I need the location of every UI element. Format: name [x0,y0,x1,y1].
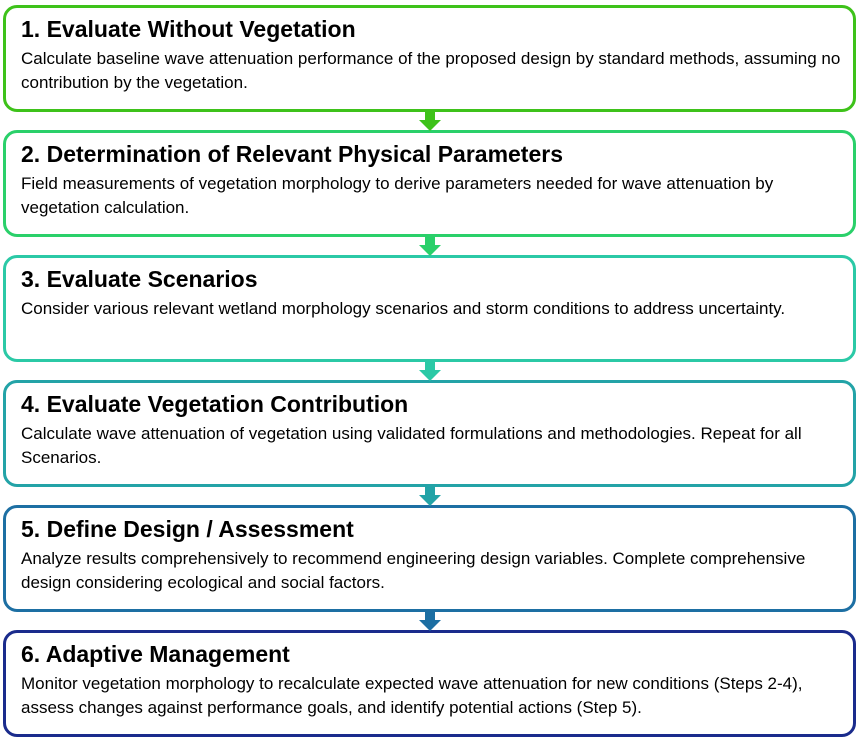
step-description: Field measurements of vegetation morphology to derive parameters needed for wave attenuation by vegetation calculation. [21,174,774,217]
down-arrow-icon [419,235,441,257]
step-description: Calculate wave attenuation of vegetation using validated formulations and methodologies. Repeat for all Scenarios. [21,424,802,467]
step-box-5 [3,505,856,612]
step-description: Calculate baseline wave attenuation performance of the proposed design by standard methods, assuming no contribution by the vegetation. [21,49,841,92]
step-box-2 [3,130,856,237]
down-arrow-icon [419,485,441,507]
down-arrow-icon [419,110,441,132]
step-box-6 [3,630,856,737]
step-title: 4. Evaluate Vegetation Contribution [21,391,409,417]
down-arrow-icon [419,360,441,382]
down-arrow-icon [419,610,441,632]
step-box-3 [3,255,856,362]
step-title: 5. Define Design / Assessment [21,516,354,542]
step-box-4 [3,380,856,487]
step-description: Monitor vegetation morphology to recalculate expected wave attenuation for new conditions (Steps 2-4), assess changes against performance goals, and identify potential actions (Step 5). [21,674,803,717]
step-title: 3. Evaluate Scenarios [21,266,258,292]
step-title: 1. Evaluate Without Vegetation [21,16,356,42]
step-title: 2. Determination of Relevant Physical Parameters [21,141,563,167]
step-description: Analyze results comprehensively to recommend engineering design variables. Complete comprehensive design considering ecological and social factors. [21,549,806,592]
step-title: 6. Adaptive Management [21,641,290,667]
step-box-1 [3,5,856,112]
step-description: Consider various relevant wetland morphology scenarios and storm conditions to address uncertainty. [21,299,786,318]
